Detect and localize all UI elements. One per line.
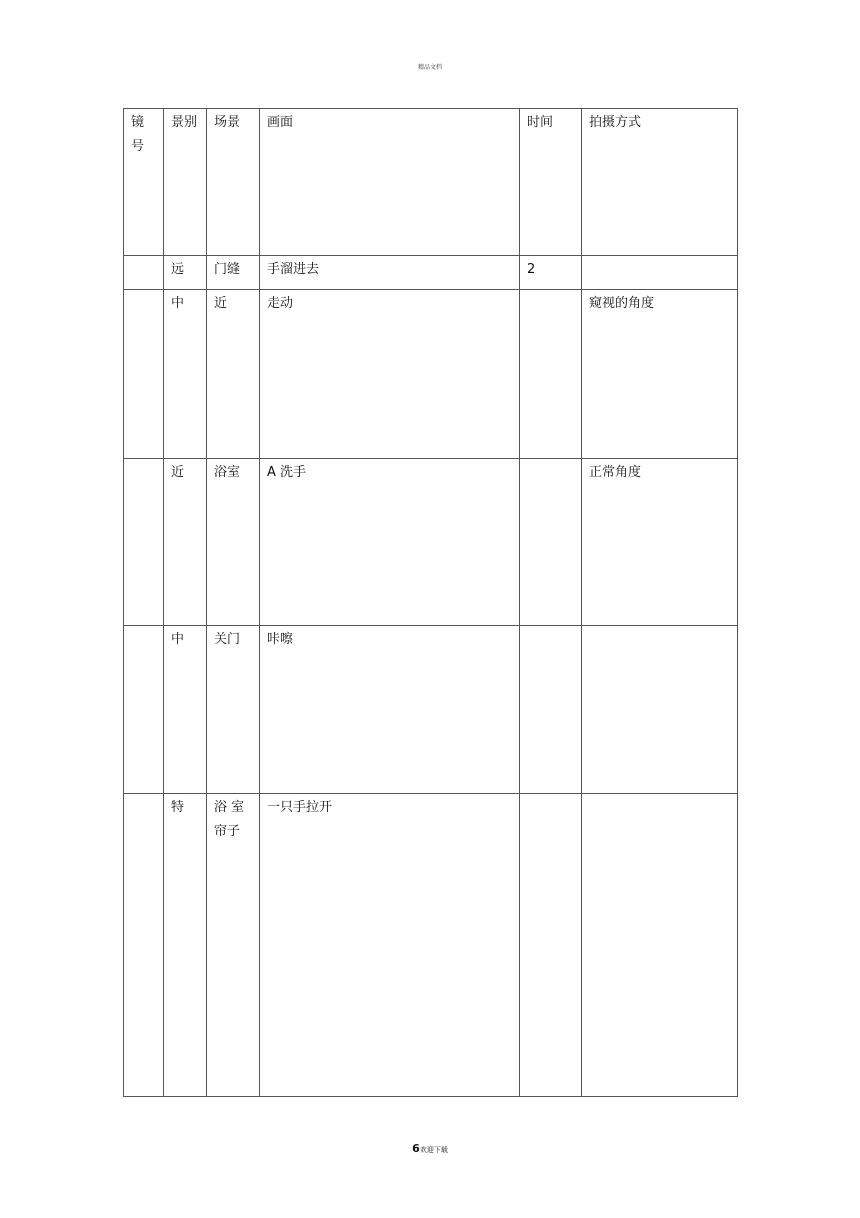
cell-time (520, 459, 582, 626)
cell-scene: 浴室 (207, 459, 260, 626)
cell-method: 正常角度 (582, 459, 738, 626)
cell-picture: 走动 (260, 290, 520, 459)
cell-method: 窥视的角度 (582, 290, 738, 459)
column-header-size: 景别 (164, 109, 207, 256)
table-row (124, 290, 738, 459)
table-row (124, 794, 738, 1097)
page-footer (0, 1142, 860, 1155)
cell-method (582, 626, 738, 794)
cell-shot (124, 290, 164, 459)
cell-picture: 一只手拉开 (260, 794, 520, 1097)
cell-picture: A 洗手 (260, 459, 520, 626)
cell-method (582, 256, 738, 290)
cell-size: 中 (164, 290, 207, 459)
table-row (124, 626, 738, 794)
page-header: 精品文档 (417, 64, 442, 71)
cell-shot (124, 626, 164, 794)
storyboard-table (123, 108, 738, 1097)
cell-size: 远 (164, 256, 207, 290)
page-number: 6 (412, 1142, 420, 1155)
cell-time (520, 626, 582, 794)
table-row (124, 459, 738, 626)
cell-size: 近 (164, 459, 207, 626)
table-header-row (124, 109, 738, 256)
cell-picture: 咔嚓 (260, 626, 520, 794)
column-header-shot: 镜号 (124, 109, 164, 256)
cell-scene: 门缝 (207, 256, 260, 290)
cell-picture: 手溜进去 (260, 256, 520, 290)
cell-time: 2 (520, 256, 582, 290)
cell-time (520, 290, 582, 459)
column-header-scene: 场景 (207, 109, 260, 256)
cell-time (520, 794, 582, 1097)
cell-method (582, 794, 738, 1097)
footer-text: 欢迎下载 (419, 1146, 448, 1154)
column-header-method: 拍摄方式 (582, 109, 738, 256)
cell-scene: 浴 室 帘子 (207, 794, 260, 1097)
cell-size: 特 (164, 794, 207, 1097)
cell-scene: 近 (207, 290, 260, 459)
cell-shot (124, 256, 164, 290)
cell-shot (124, 794, 164, 1097)
table-row (124, 256, 738, 290)
column-header-picture: 画面 (260, 109, 520, 256)
column-header-time: 时间 (520, 109, 582, 256)
cell-shot (124, 459, 164, 626)
cell-size: 中 (164, 626, 207, 794)
cell-scene: 关门 (207, 626, 260, 794)
